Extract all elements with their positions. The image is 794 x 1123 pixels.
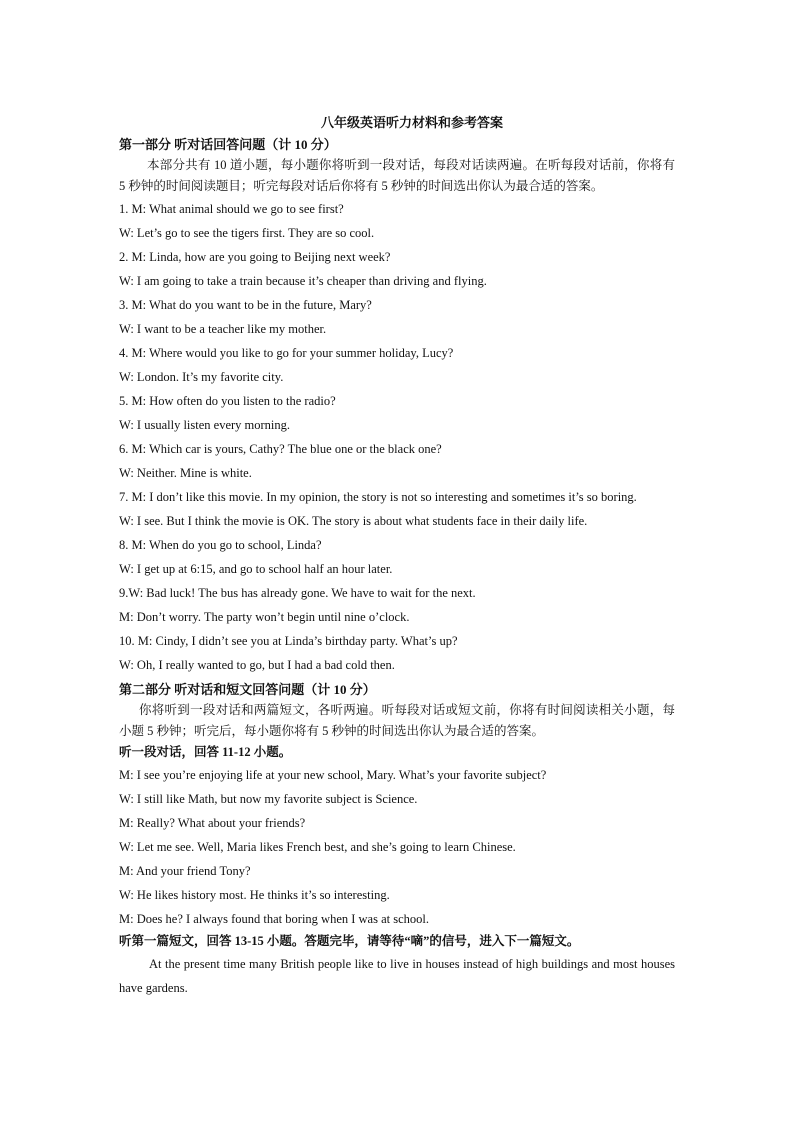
document-page (119, 112, 675, 1000)
dialogue-line: 7. M: I don’t like this movie. In my opinion, the story is not so interesting and sometimes it’s so boring. (119, 490, 637, 504)
dialogue-line: 10. M: Cindy, I didn’t see you at Linda’s birthday party. What’s up? (119, 634, 458, 648)
dialogue-line: W: I get up at 6:15, and go to school half an hour later. (119, 562, 393, 576)
dialogue-line: W: I still like Math, but now my favorite subject is Science. (119, 792, 418, 806)
dialogue-line: W: Let’s go to see the tigers first. They are so cool. (119, 226, 375, 240)
dialogue-line: 1. M: What animal should we go to see first? (119, 202, 344, 216)
dialogue-line: W: I usually listen every morning. (119, 418, 291, 432)
dialogue-line: 4. M: Where would you like to go for your summer holiday, Lucy? (119, 346, 454, 360)
part1-heading: 第一部分 听对话回答问题（计 10 分） (119, 137, 337, 152)
dialogue-line: W: I see. But I think the movie is OK. The story is about what students face in their daily life. (119, 514, 588, 528)
passage-heading: 听第一篇短文，回答 13-15 小题。答题完毕，请等待“嘀”的信号，进入下一篇短文。 (119, 934, 580, 948)
dialogue-line: W: Oh, I really wanted to go, but I had a bad cold then. (119, 658, 395, 672)
part2-intro: 你将听到一段对话和两篇短文，各听两遍。听每段对话或短文前，你将有时间阅读相关小题，每小题 5 秒钟；听完后，每小题你将有 5 秒钟的时间选出你认为最合适的答案。 (119, 703, 675, 738)
dialogue-line: 2. M: Linda, how are you going to Beijing next week? (119, 250, 391, 264)
dialogue-line: 6. M: Which car is yours, Cathy? The blue one or the black one? (119, 442, 442, 456)
dialogue-line: M: And your friend Tony? (119, 864, 251, 878)
dialogue-line: W: Let me see. Well, Maria likes French best, and she’s going to learn Chinese. (119, 840, 516, 854)
dialogue-line: 8. M: When do you go to school, Linda? (119, 538, 322, 552)
dialogue-line: W: I want to be a teacher like my mother. (119, 322, 327, 336)
dialogue-line: W: I am going to take a train because it’s cheaper than driving and flying. (119, 274, 487, 288)
part2-dialogue (119, 763, 675, 931)
passage-text: At the present time many British people like to live in houses instead of high buildings and most houses have gardens. (119, 957, 675, 995)
part1-intro: 本部分共有 10 道小题，每小题你将听到一段对话，每段对话读两遍。在听每段对话前，你将有 5 秒钟的时间阅读题目；听完每段对话后你将有 5 秒钟的时间选出你认为最合适的答案。 (119, 158, 675, 193)
dialogue-line: M: I see you’re enjoying life at your new school, Mary. What’s your favorite subject? (119, 768, 547, 782)
dialogue-line: M: Don’t worry. The party won’t begin until nine o’clock. (119, 610, 410, 624)
dialogue-line: 5. M: How often do you listen to the radio? (119, 394, 336, 408)
dialogue-line: 3. M: What do you want to be in the future, Mary? (119, 298, 372, 312)
part2-heading: 第二部分 听对话和短文回答问题（计 10 分） (119, 682, 376, 697)
dialogue-line: M: Really? What about your friends? (119, 816, 306, 830)
dialogue-line: M: Does he? I always found that boring when I was at school. (119, 912, 429, 926)
dialogue-line: W: London. It’s my favorite city. (119, 370, 284, 384)
dialogue-line: W: Neither. Mine is white. (119, 466, 252, 480)
dialogue-line: W: He likes history most. He thinks it’s so interesting. (119, 888, 390, 902)
document-title: 八年级英语听力材料和参考答案 (320, 115, 503, 130)
dialogue-line: 9.W: Bad luck! The bus has already gone. We have to wait for the next. (119, 586, 476, 600)
part1-dialogues (119, 197, 675, 677)
dialogue-heading: 听一段对话，回答 11-12 小题。 (119, 745, 292, 759)
